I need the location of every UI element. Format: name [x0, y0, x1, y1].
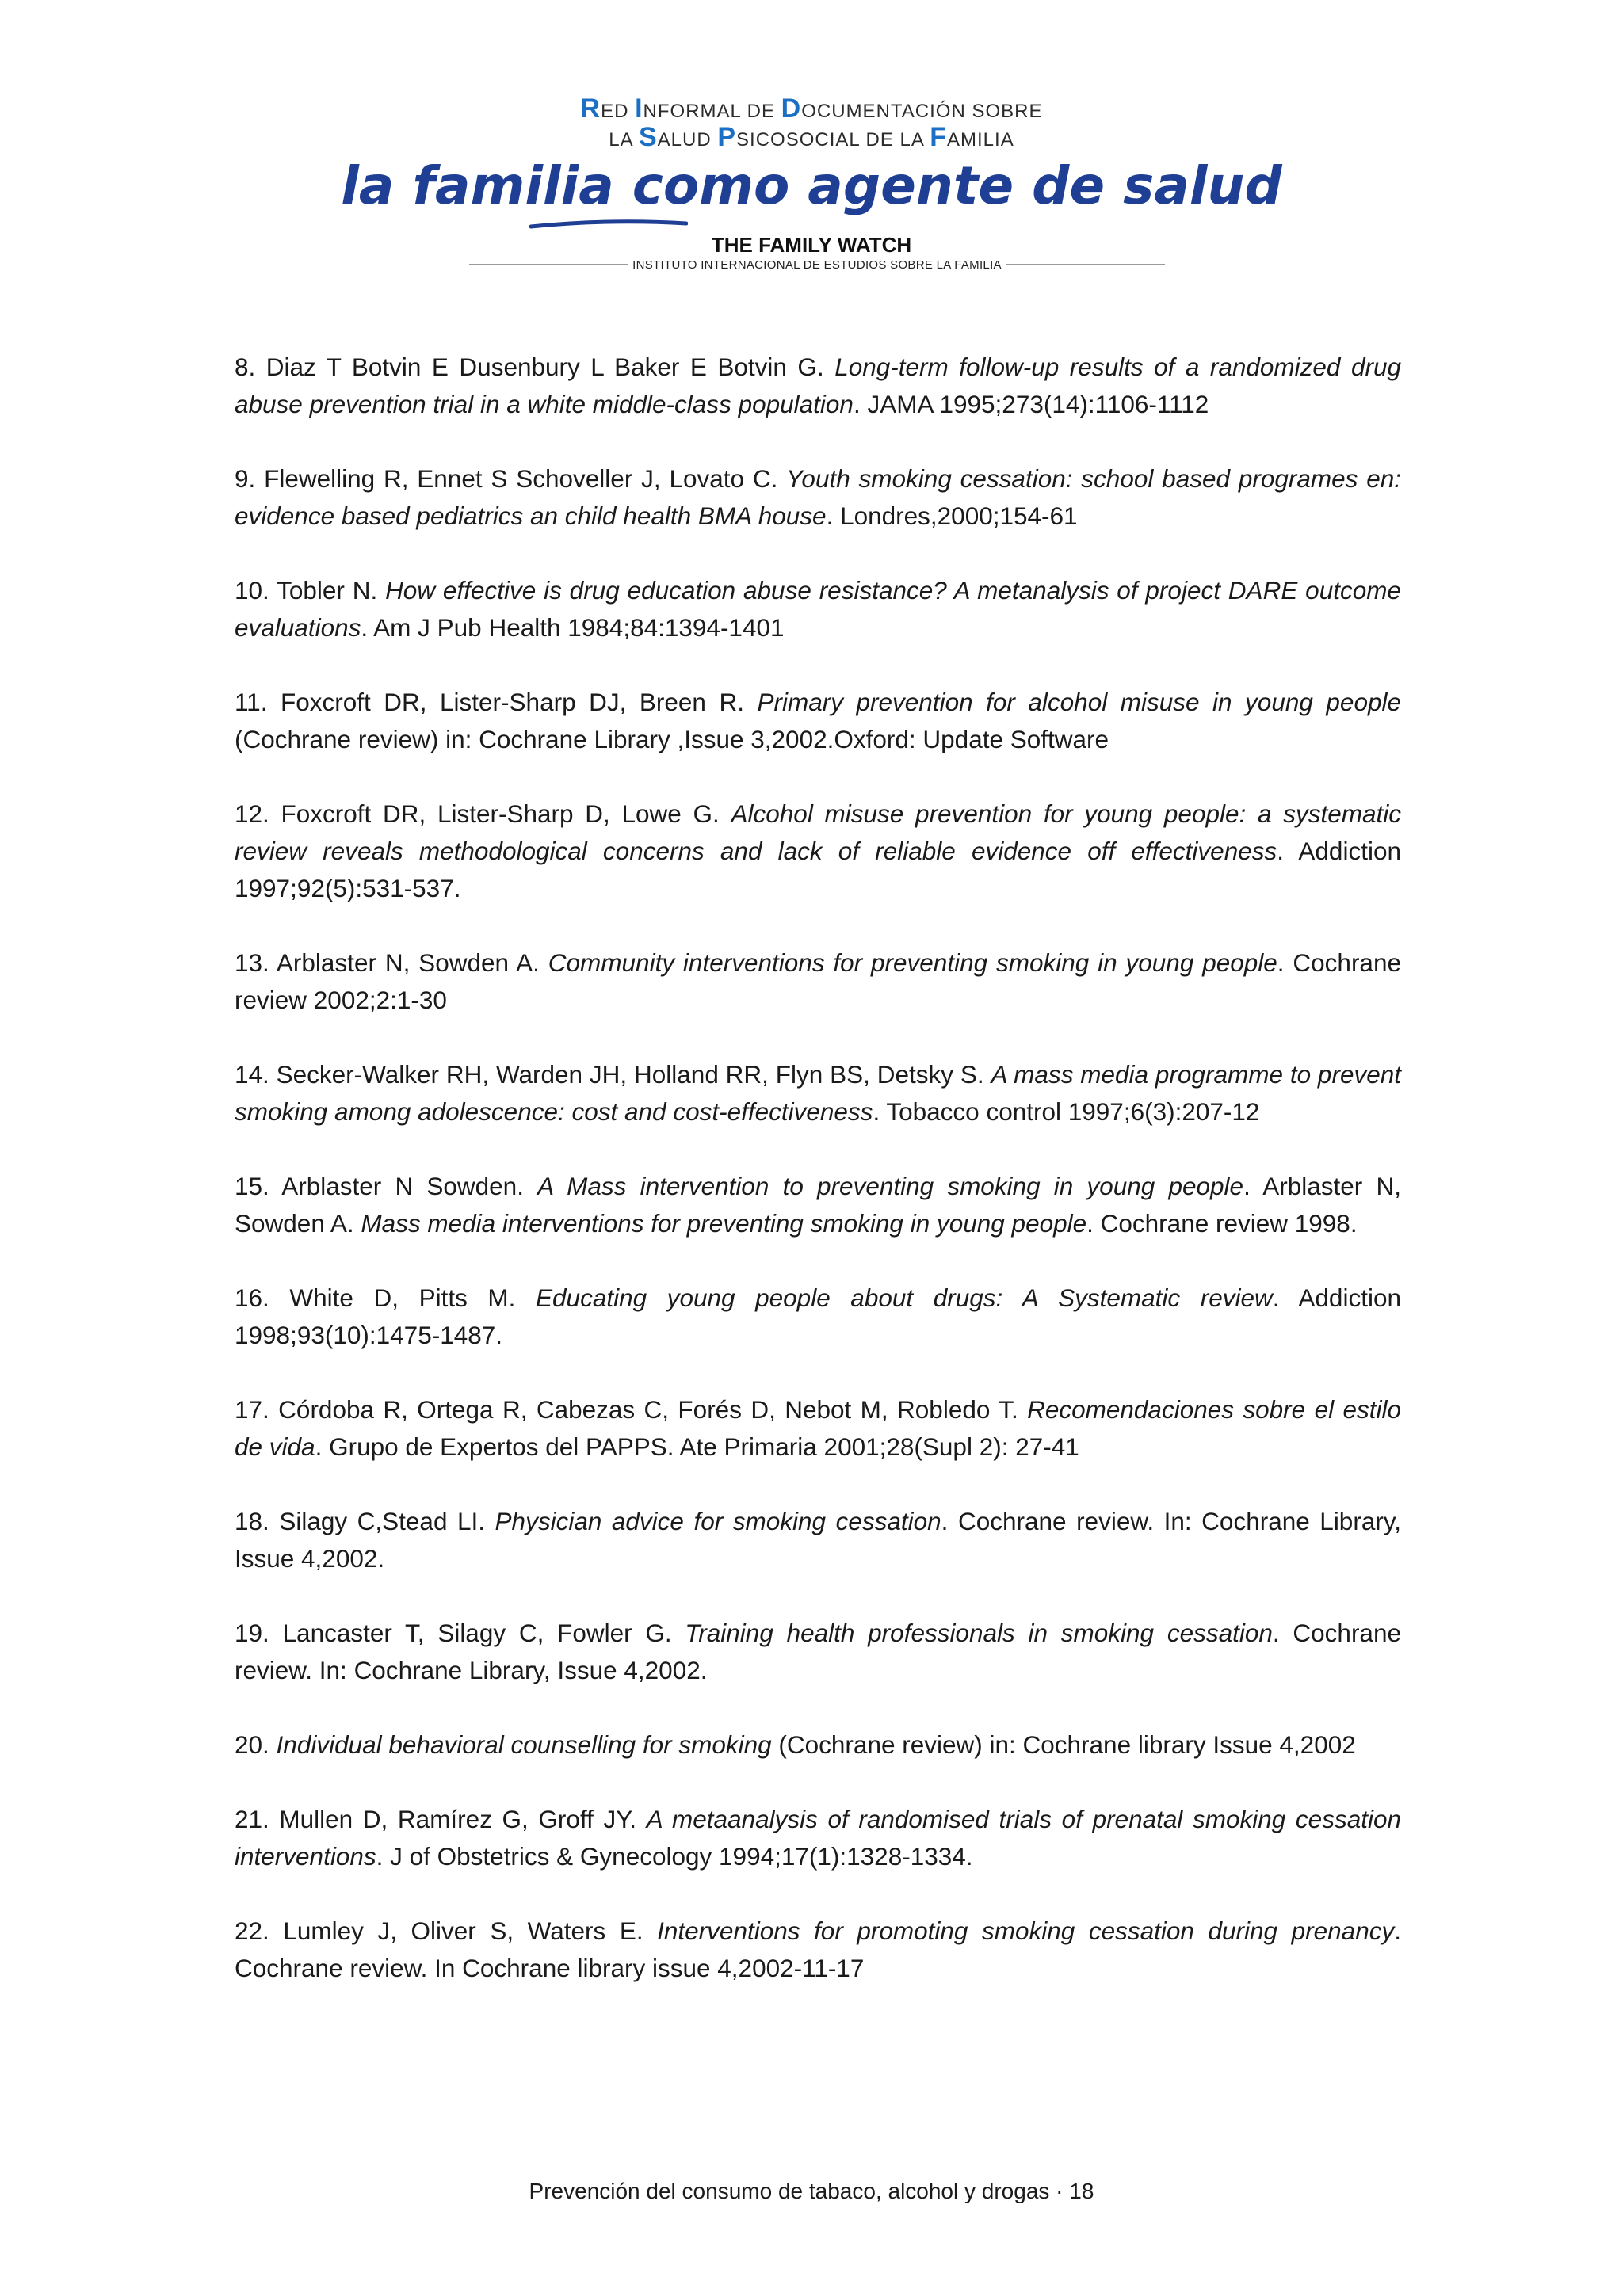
- reference-item: [235, 1280, 1401, 1354]
- reference-source: . JAMA 1995;273(14):1106-1112: [853, 390, 1209, 418]
- reference-authors: 11. Foxcroft DR, Lister-Sharp DJ, Breen R.: [235, 688, 758, 716]
- reference-title: Community interventions for preventing smoking in young people: [548, 948, 1277, 977]
- network-name-capital: D: [781, 93, 802, 124]
- network-name-text: AMILIA: [947, 129, 1014, 151]
- references-list: [235, 349, 1401, 2024]
- org-name: THE FAMILY WATCH: [711, 233, 912, 257]
- reference-source: (Cochrane review) in: Cochrane library Issue 4,2002: [771, 1730, 1356, 1759]
- reference-title: Individual behavioral counselling for smoking: [276, 1730, 772, 1759]
- network-name-text: ED: [601, 101, 636, 122]
- network-name-text: OCUMENTACIÓN SOBRE: [801, 101, 1043, 122]
- network-name-capital: P: [717, 122, 737, 152]
- reference-item: [235, 1168, 1401, 1242]
- reference-source: . Addiction 1998;93(10):1475-1487.: [235, 1283, 1401, 1349]
- reference-source: . Cochrane review 2002;2:1-30: [235, 948, 1401, 1014]
- header-logo: [0, 0, 1623, 285]
- reference-source: (Cochrane review) in: Cochrane Library ,Issue 3,2002.Oxford: Update Software: [235, 725, 1109, 753]
- reference-item: [235, 1801, 1401, 1875]
- reference-item: [235, 1391, 1401, 1466]
- reference-item: [235, 1615, 1401, 1689]
- reference-item: [235, 1913, 1401, 1987]
- reference-source: . Cochrane review. In: Cochrane Library, Issue 4,2002.: [235, 1619, 1401, 1684]
- reference-authors: 20.: [235, 1730, 277, 1759]
- reference-title: Long-term follow-up results of a randomized drug abuse prevention trial in a white middle-class population: [235, 353, 1401, 418]
- network-name-text: LA: [609, 129, 639, 151]
- tagline-underline-swoosh: [529, 219, 688, 230]
- reference-title: How effective is drug education abuse resistance? A metanalysis of project DARE outcome evaluations: [235, 576, 1401, 642]
- reference-item: [235, 349, 1401, 423]
- org-subtitle: INSTITUTO INTERNACIONAL DE ESTUDIOS SOBRE LA FAMILIA: [632, 257, 1002, 272]
- reference-authors: 16. White D, Pitts M.: [235, 1283, 537, 1312]
- reference-source: . Cochrane review. In: Cochrane Library, Issue 4,2002.: [235, 1507, 1401, 1573]
- reference-title: A metaanalysis of randomised trials of prenatal smoking cessation interventions: [235, 1805, 1401, 1871]
- network-name-line-2: [0, 122, 1623, 153]
- reference-item: [235, 684, 1401, 758]
- reference-source: . Tobacco control 1997;6(3):207-12: [873, 1097, 1260, 1126]
- reference-source: . Grupo de Expertos del PAPPS. Ate Primaria 2001;28(Supl 2): 27-41: [315, 1432, 1079, 1461]
- reference-title: Educating young people about drugs: A Systematic review: [536, 1283, 1273, 1312]
- network-name-capital: I: [635, 93, 643, 124]
- reference-authors: 18. Silagy C,Stead LI.: [235, 1507, 495, 1535]
- network-name-text: SICOSOCIAL DE LA: [736, 129, 930, 151]
- reference-item: [235, 460, 1401, 535]
- reference-title: Primary prevention for alcohol misuse in young people: [757, 688, 1401, 716]
- network-name-text: NFORMAL DE: [643, 101, 781, 122]
- network-name-capital: S: [638, 122, 658, 152]
- reference-title-2: Mass media interventions for preventing smoking in young people: [361, 1209, 1087, 1238]
- reference-authors: 17. Córdoba R, Ortega R, Cabezas C, Forés D, Nebot M, Robledo T.: [235, 1395, 1028, 1424]
- reference-authors: 15. Arblaster N Sowden.: [235, 1172, 538, 1200]
- reference-authors: 14. Secker-Walker RH, Warden JH, Holland RR, Flyn BS, Detsky S.: [235, 1060, 991, 1089]
- network-name-capital: R: [580, 93, 601, 124]
- reference-title: Interventions for promoting smoking cessation during prenancy: [657, 1917, 1395, 1945]
- reference-title: Training health professionals in smoking cessation: [685, 1619, 1273, 1647]
- reference-item: [235, 795, 1401, 907]
- page-footer: Prevención del consumo de tabaco, alcohol y drogas · 18: [529, 2179, 1094, 2203]
- divider-left: [469, 264, 628, 265]
- org-subtitle-row: [469, 255, 1165, 274]
- reference-source: . Am J Pub Health 1984;84:1394-1401: [361, 613, 785, 642]
- reference-authors: 22. Lumley J, Oliver S, Waters E.: [235, 1917, 658, 1945]
- network-name-line-1: [0, 93, 1623, 124]
- reference-authors-2: . Arblaster N, Sowden A.: [235, 1172, 1401, 1238]
- reference-source: . Londres,2000;154-61: [826, 502, 1078, 530]
- reference-source: . J of Obstetrics & Gynecology 1994;17(1):1328-1334.: [376, 1842, 973, 1871]
- tagline: la familia como agente de salud: [341, 155, 1282, 216]
- reference-source: . Cochrane review 1998.: [1086, 1209, 1358, 1238]
- reference-title: Recomendaciones sobre el estilo de vida: [235, 1395, 1402, 1461]
- reference-authors: 8. Diaz T Botvin E Dusenbury L Baker E Botvin G.: [235, 353, 835, 381]
- reference-authors: 19. Lancaster T, Silagy C, Fowler G.: [235, 1619, 685, 1647]
- network-name-text: ALUD: [657, 129, 718, 151]
- reference-title: A Mass intervention to preventing smoking in young people: [537, 1172, 1244, 1200]
- reference-authors: 10. Tobler N.: [235, 576, 386, 605]
- reference-title: Alcohol misuse prevention for young people: a systematic review reveals methodological concerns and lack of reliable evidence off effectiveness: [235, 799, 1401, 865]
- reference-item: [235, 1056, 1401, 1131]
- divider-right: [1006, 264, 1165, 265]
- reference-title: A mass media programme to prevent smoking among adolescence: cost and cost-effectiveness: [235, 1060, 1402, 1126]
- reference-title: Physician advice for smoking cessation: [495, 1507, 941, 1535]
- reference-source: . Cochrane review. In Cochrane library issue 4,2002-11-17: [235, 1917, 1401, 1982]
- reference-authors: 12. Foxcroft DR, Lister-Sharp D, Lowe G.: [235, 799, 731, 828]
- reference-item: [235, 1726, 1401, 1764]
- reference-source: . Addiction 1997;92(5):531-537.: [235, 837, 1401, 902]
- reference-authors: 9. Flewelling R, Ennet S Schoveller J, Lovato C.: [235, 464, 787, 493]
- reference-title: Youth smoking cessation: school based programes en: evidence based pediatrics an child health BMA house: [235, 464, 1401, 530]
- reference-item: [235, 572, 1401, 646]
- reference-authors: 21. Mullen D, Ramírez G, Groff JY.: [235, 1805, 647, 1833]
- reference-authors: 13. Arblaster N, Sowden A.: [235, 948, 548, 977]
- reference-item: [235, 1503, 1401, 1577]
- reference-item: [235, 944, 1401, 1019]
- network-name-capital: F: [930, 122, 948, 152]
